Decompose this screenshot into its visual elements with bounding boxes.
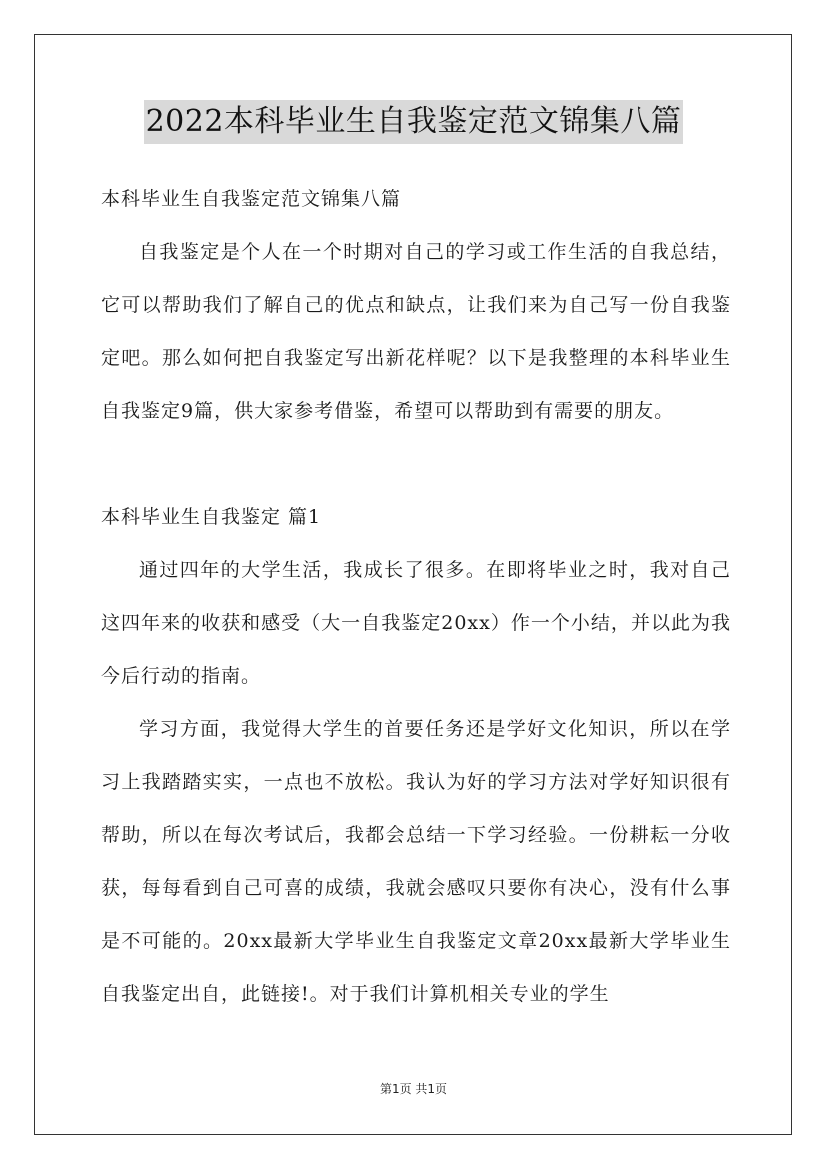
title-container <box>0 100 827 144</box>
document-subtitle: 本科毕业生自我鉴定范文锦集八篇 <box>101 188 402 210</box>
document-body <box>101 173 731 1021</box>
intro-paragraph: 自我鉴定是个人在一个时期对自己的学习或工作生活的自我总结，它可以帮助我们了解自己的优点和缺点，让我们来为自己写一份自我鉴定吧。那么如何把自我鉴定写出新花样呢？以下是我整理的本科毕业生自我鉴定9篇，供大家参考借鉴，希望可以帮助到有需要的朋友。 <box>101 241 731 422</box>
blank-line <box>101 438 731 491</box>
section-paragraph-1: 通过四年的大学生活，我成长了很多。在即将毕业之时，我对自己这四年来的收获和感受（大一自我鉴定20xx）作一个小结，并以此为我今后行动的指南。 <box>101 559 731 687</box>
document-title: 2022本科毕业生自我鉴定范文锦集八篇 <box>144 100 684 144</box>
section-paragraph-2: 学习方面，我觉得大学生的首要任务还是学好文化知识，所以在学习上我踏踏实实，一点也不放松。我认为好的学习方法对学好知识很有帮助，所以在每次考试后，我都会总结一下学习经验。一份耕耘一分收获，每每看到自己可喜的成绩，我就会感叹只要你有决心，没有什么事是不可能的。20xx最新大学毕业生自我鉴定文章20xx最新大学毕业生自我鉴定出自，此链接!。对于我们计算机相关专业的学生 <box>101 718 731 1005</box>
page-footer: 第1页 共1页 <box>379 1082 448 1096</box>
section-heading: 本科毕业生自我鉴定 篇1 <box>101 506 322 528</box>
